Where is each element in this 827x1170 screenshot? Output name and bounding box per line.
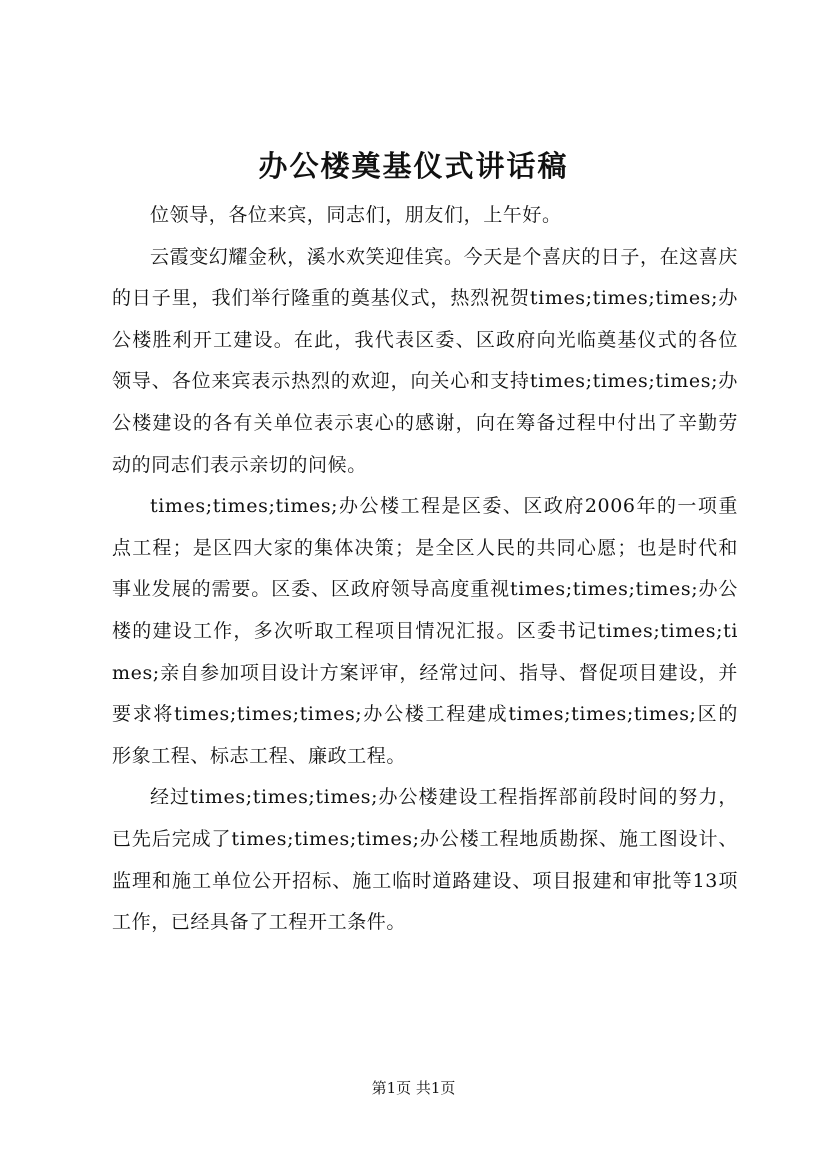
paragraph-progress: 经过times;times;times;办公楼建设工程指挥部前段时间的努力，已先后完成了times;times;times;办公楼工程地质勘探、施工图设计、监理和施工单位公开招标、施工临时道路建设、项目报建和审批等13项工作，已经具备了工程开工条件。 xyxy=(112,786,738,934)
page-number-footer: 第1页 共1页 xyxy=(371,1079,456,1097)
paragraph-opening: 云霞变幻耀金秋，溪水欢笑迎佳宾。今天是个喜庆的日子，在这喜庆的日子里，我们举行隆重的奠基仪式，热烈祝贺times;times;times;办公楼胜利开工建设。在此，我代表区委、区政府向光临奠基仪式的各位领导、各位来宾表示热烈的欢迎，向关心和支持times;times;times;办公楼建设的各有关单位表示衷心的感谢，向在筹备过程中付出了辛勤劳动的同志们表示亲切的问候。 xyxy=(112,245,739,476)
paragraph-greeting: 位领导，各位来宾，同志们，朋友们，上午好。 xyxy=(150,204,562,226)
paragraph-project-background: times;times;times;办公楼工程是区委、区政府2006年的一项重点工程；是区四大家的集体决策；是全区人民的共同心愿；也是时代和事业发展的需要。区委、区政府领导高度重视times;times;times;办公楼的建设工作，多次听取工程项目情况汇报。区委书记times;times;times;亲自参加项目设计方案评审，经常过问、指导、督促项目建设，并要求将times;times;times;办公楼工程建成times;times;times;区的形象工程、标志工程、廉政工程。 xyxy=(112,495,738,767)
document-body xyxy=(112,195,738,944)
document-title: 办公楼奠基仪式讲话稿 xyxy=(258,149,569,183)
